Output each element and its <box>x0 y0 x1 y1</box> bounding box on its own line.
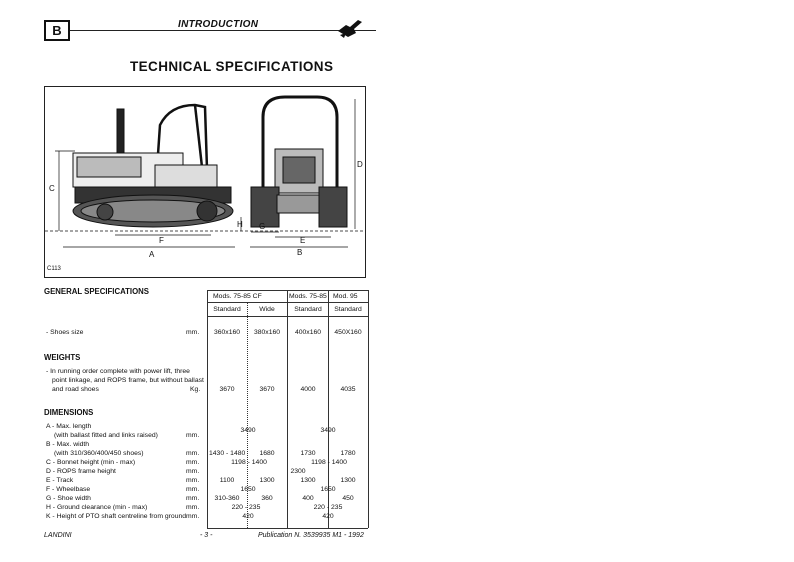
weight-value: 4035 <box>340 386 356 393</box>
dim-label-g: G <box>259 222 266 231</box>
weights-unit: Kg. <box>190 386 201 393</box>
value-a-cf: 3490 <box>240 427 256 434</box>
subhead-wide: Wide <box>259 306 275 313</box>
shoes-value: 450X160 <box>334 329 362 336</box>
table-border-right <box>368 290 369 528</box>
subhead-standard-95: Standard <box>334 306 362 313</box>
subhead-standard-cf: Standard <box>213 306 241 313</box>
shoes-value: 360x160 <box>213 329 241 336</box>
subhead-standard-75-85: Standard <box>294 306 322 313</box>
weight-value: 4000 <box>300 386 316 393</box>
value-c: 1198 - 1400 <box>311 459 347 466</box>
weights-line-1: - In running order complete with power lift, three <box>46 368 190 375</box>
dim-row-label: A - Max. length <box>46 423 92 430</box>
dim-row-unit: mm. <box>186 495 200 502</box>
heading-dimensions: DIMENSIONS <box>44 408 94 417</box>
heading-weights: WEIGHTS <box>44 353 81 362</box>
value-g: 360 <box>261 495 273 502</box>
value-b: 1430 - 1480 <box>209 450 246 457</box>
dim-row-unit: mm. <box>186 432 200 439</box>
shoes-value: 380x160 <box>253 329 281 336</box>
tractor-drawing <box>44 86 366 278</box>
value-b: 1680 <box>259 450 275 457</box>
value-h: 220 - 235 <box>231 504 261 511</box>
heading-general: GENERAL SPECIFICATIONS <box>44 287 149 296</box>
table-divider-1 <box>287 290 288 528</box>
page-title: TECHNICAL SPECIFICATIONS <box>130 59 334 74</box>
dim-row-label: D - ROPS frame height <box>46 468 116 475</box>
footer-publication: Publication N. 3539935 M1 - 1992 <box>258 532 364 539</box>
weights-line-3: and road shoes <box>52 386 99 393</box>
dim-row-unit: mm. <box>186 468 200 475</box>
dim-row-label: G - Shoe width <box>46 495 91 502</box>
shoes-label: - Shoes size <box>46 329 84 336</box>
section-badge: B <box>44 20 70 41</box>
weight-value: 3670 <box>219 386 235 393</box>
table-top <box>207 290 368 291</box>
dim-label-c: C <box>49 184 55 193</box>
shoes-unit: mm. <box>186 329 200 336</box>
dim-row-label: K - Height of PTO shaft centreline from ground <box>46 513 187 520</box>
value-g: 400 <box>302 495 314 502</box>
dim-row-label: (with 310/360/400/450 shoes) <box>54 450 144 457</box>
table-model-rule <box>207 302 368 303</box>
value-g: 450 <box>342 495 354 502</box>
footer-brand: LANDINI <box>44 532 72 539</box>
value-k: 420 <box>322 513 334 520</box>
table-bottom <box>207 528 368 529</box>
value-b: 1730 <box>300 450 316 457</box>
model-header-cf: Mods. 75-85 CF <box>213 293 262 300</box>
weights-line-2: point linkage, and ROPS frame, but without ballast <box>52 377 204 384</box>
header-title: INTRODUCTION <box>178 19 259 30</box>
dim-row-label: H - Ground clearance (min - max) <box>46 504 148 511</box>
exhaust-pipe <box>117 109 124 155</box>
value-g: 310-360 <box>214 495 240 502</box>
shoes-value: 400x160 <box>294 329 322 336</box>
drawing-code: C113 <box>47 266 61 272</box>
model-header-95: Mod. 95 <box>333 293 358 300</box>
value-e: 1300 <box>300 477 316 484</box>
table-subhead-rule <box>207 316 368 317</box>
value-b: 1780 <box>340 450 356 457</box>
value-e: 1100 <box>219 477 235 484</box>
value-k: 420 <box>242 513 254 520</box>
dim-label-h: H <box>237 220 243 229</box>
dim-label-a: A <box>149 250 155 259</box>
value-f: 1650 <box>240 486 256 493</box>
dim-label-f: F <box>159 236 164 245</box>
value-e: 1300 <box>340 477 356 484</box>
dim-row-unit: mm. <box>186 477 200 484</box>
dim-row-unit: mm. <box>186 513 200 520</box>
value-c: 1198 - 1400 <box>231 459 267 466</box>
value-d: 2300 <box>290 468 306 475</box>
dim-row-unit: mm. <box>186 486 200 493</box>
model-header-75-85: Mods. 75-85 <box>289 293 327 300</box>
dim-row-label: E - Track <box>46 477 74 484</box>
header-rule <box>46 30 376 31</box>
dim-row-label: C - Bonnet height (min - max) <box>46 459 136 466</box>
value-f: 1650 <box>320 486 336 493</box>
dim-row-label: B - Max. width <box>46 441 90 448</box>
value-e: 1300 <box>259 477 275 484</box>
dim-label-d: D <box>357 160 363 169</box>
value-h: 220 - 235 <box>313 504 343 511</box>
wrench-logo-icon <box>336 17 364 39</box>
crawler-tractor-illustration <box>45 87 365 277</box>
dim-row-label: F - Wheelbase <box>46 486 91 493</box>
footer-page-number: - 3 - <box>200 532 213 539</box>
weight-value: 3670 <box>259 386 275 393</box>
dim-row-unit: mm. <box>186 459 200 466</box>
table-border-left <box>207 290 208 528</box>
dim-row-label: (with ballast fitted and links raised) <box>54 432 158 439</box>
dim-label-e: E <box>300 236 306 245</box>
dim-row-unit: mm. <box>186 504 200 511</box>
dim-label-b: B <box>297 248 303 257</box>
dim-row-unit: mm. <box>186 450 200 457</box>
value-a-75-95: 3490 <box>320 427 336 434</box>
